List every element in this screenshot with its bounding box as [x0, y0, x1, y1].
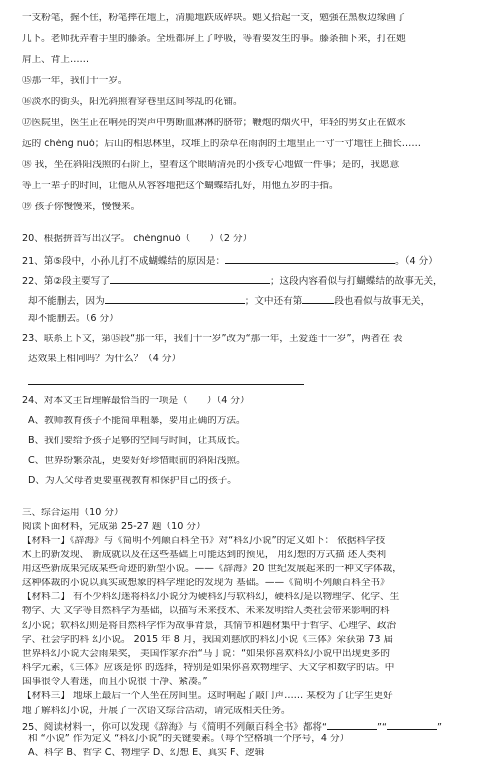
question-23-line-2: 达效果上相同吗？为什么？（4 分） — [28, 354, 182, 364]
material-line: 术上的新发现、 新成就以及在这些基础上可能达到的预见， 用幻想的方式描 述人类利 — [22, 549, 387, 560]
question-25-line-2: 和 “小说” 作为定义 “科幻小说”的关键要素。（每个空格填一个序号，4 分） — [28, 733, 350, 744]
question-21 — [22, 254, 470, 267]
material-line: 地了解科幻小说，开展了一次语文综合活动，请完成相关任务。 — [22, 705, 291, 716]
question-22-text: 段也看似与故事无关， — [334, 296, 431, 307]
passage-line: 等上一辈子的时间，让他从从容容地把这个蝴蝶结扎好，用他五岁的手指。 — [22, 181, 339, 191]
material-line: 【材料三】 地球上最后一个人坐在房间里。这时响起了敲门声…… 某校为了让学生更好 — [22, 691, 393, 701]
question-23-line-1: 23、联系上下文，第⑮段“那一年，我们十一岁”改为“那一年，王爱莲十一岁”，两者在 表 — [22, 334, 403, 344]
question-25-options: A、科学 B、哲学 C、物理学 D、幻想 E、真实 F、逻辑 — [28, 748, 265, 758]
answer-blank[interactable] — [387, 720, 437, 730]
question-22-text: ；这段内容看似与打蝴蝶结的故事无关， — [269, 276, 443, 287]
passage-paragraph-19: ⑲ 孩子你慢慢来，慢慢来。 — [22, 202, 141, 212]
material-line: 【材料一】《辞海》与《简明不列颠百科全书》对“科幻小说”的定义如下： 依据科学技 — [22, 535, 386, 546]
question-22-line-3: 却不能删去。（6 分） — [28, 314, 119, 324]
material-line: 学、社会学的科 幻小说。 2015 年 8 月，我国刘慈欣的科幻小说《三体》荣获第 73 届 — [22, 634, 394, 645]
passage-line: 肩上、背上…… — [22, 55, 90, 65]
option-b: B、我们要给予孩子足够的空间与时间，让其成长。 — [28, 436, 246, 446]
question-22-text: ；文中还有第 — [244, 296, 303, 307]
option-d: D、为人父母者更要重视教育和保护自己的孩子。 — [28, 476, 237, 486]
passage-paragraph-17: ⑰医院里，医生正在响亮的哭声中剪断血淋淋的脐带；鞭炮的烟火中，年轻的男女正在做永 — [22, 118, 406, 128]
question-22-stem: 22、第②段主要写了 — [22, 276, 110, 287]
answer-blank[interactable] — [110, 274, 270, 284]
section-heading: 三、综合运用（10 分） — [22, 508, 124, 518]
question-22-line-1 — [22, 274, 470, 287]
option-c: C、世界纷繁杂乱，更要好好珍惜眼前的斜阳浅照。 — [28, 456, 246, 466]
material-line: 科学元素，《三体》应该是你 的选择，特别是如果你喜欢物理学、天文学和数学的话。中 — [22, 663, 395, 673]
question-22-line-2 — [28, 294, 470, 307]
question-22-text: 却不能删去，因为 — [28, 296, 105, 307]
option-a: A、教师教育孩子不能简单粗暴，要用正确的方法。 — [28, 416, 246, 426]
material-line: 【材料二】 有不少科幻迷将科幻小说分为硬科幻与软科幻，硬科幻是以物理学、化学、生 — [22, 592, 400, 602]
answer-line[interactable] — [28, 384, 304, 385]
material-line: 物学、天 文学等自然科学为基础，以描写未来技术、未来发明给人类社会带来影响的科 — [22, 606, 390, 616]
answer-blank[interactable] — [327, 720, 377, 730]
answer-blank[interactable] — [225, 254, 395, 264]
material-line: 国事很令人着迷，而且小说很 干净、紧凑。” — [22, 677, 208, 687]
passage-line: 几下。老师抚弄着手里的藤条。全班都屏上了呼吸，等着要发生的事。藤条抽下来，打在她 — [22, 34, 406, 44]
passage-line: 远的 chéng nuò；后山的相思林里，坟堆上的杂草在雨润的土地里正一寸一寸地往上抽长…… — [22, 139, 421, 149]
passage-paragraph-18: ⑱ 我，坐在斜阳浅照的石阶上，望着这个眼睛清亮的小孩专心地做一件事；是的，我愿意 — [22, 160, 400, 170]
question-25-line-1 — [22, 720, 470, 733]
question-21-stem: 21、第⑤段中，小孙儿打不成蝴蝶结的原因是： — [22, 256, 226, 267]
passage-paragraph-15: ⑮那一年，我们十一岁。 — [22, 76, 128, 86]
section-intro: 阅读下面材料，完成第 25-27 题（10 分） — [22, 522, 206, 532]
answer-blank[interactable] — [302, 294, 334, 304]
question-25-stem: 25、阅读材料一，你可以发现《辞海》与《简明不列颠百科全书》都将“ — [22, 721, 327, 733]
answer-blank[interactable] — [105, 294, 245, 304]
material-line: 这种体裁的小说以真实或想象的科学理论的发现为 基础。——《简明不列颠百科全书》 — [22, 578, 390, 588]
passage-paragraph-16: ⑯淡水的街头，阳光斜照着穿巷里这间琴乱的花铺。 — [22, 97, 243, 107]
question-25-text: ”“ — [377, 721, 387, 733]
material-line: 世界科幻小说大会雨果奖， 美国作家乔治“马丁说：“如果你喜欢科幻小说中出现更多的 — [22, 648, 390, 659]
question-21-score: 。（4 分） — [395, 256, 438, 267]
question-25-text: ” — [436, 721, 442, 733]
material-line: 幻小说；软科幻则是将自然科学作为故事背景，其情节和题材集中于哲学、心理学、政治 — [22, 620, 397, 631]
question-24-stem: 24、对本文主旨理解最恰当的一项是（ ）（4 分） — [22, 396, 250, 406]
passage-line: 一支粉笔，握不住，粉笔摔在地上，清脆地跌成碎块。她又拾起一支，勉强在黑板边缘画了 — [22, 13, 406, 23]
question-20: 20、根据拼音写出汉字。 chéngnuò（ ）（2 分） — [22, 234, 253, 244]
material-line: 用这些新成果完成某些奇迹的新型小说。——《辞海》20 世纪发展起来的一种文学体裁， — [22, 563, 402, 574]
